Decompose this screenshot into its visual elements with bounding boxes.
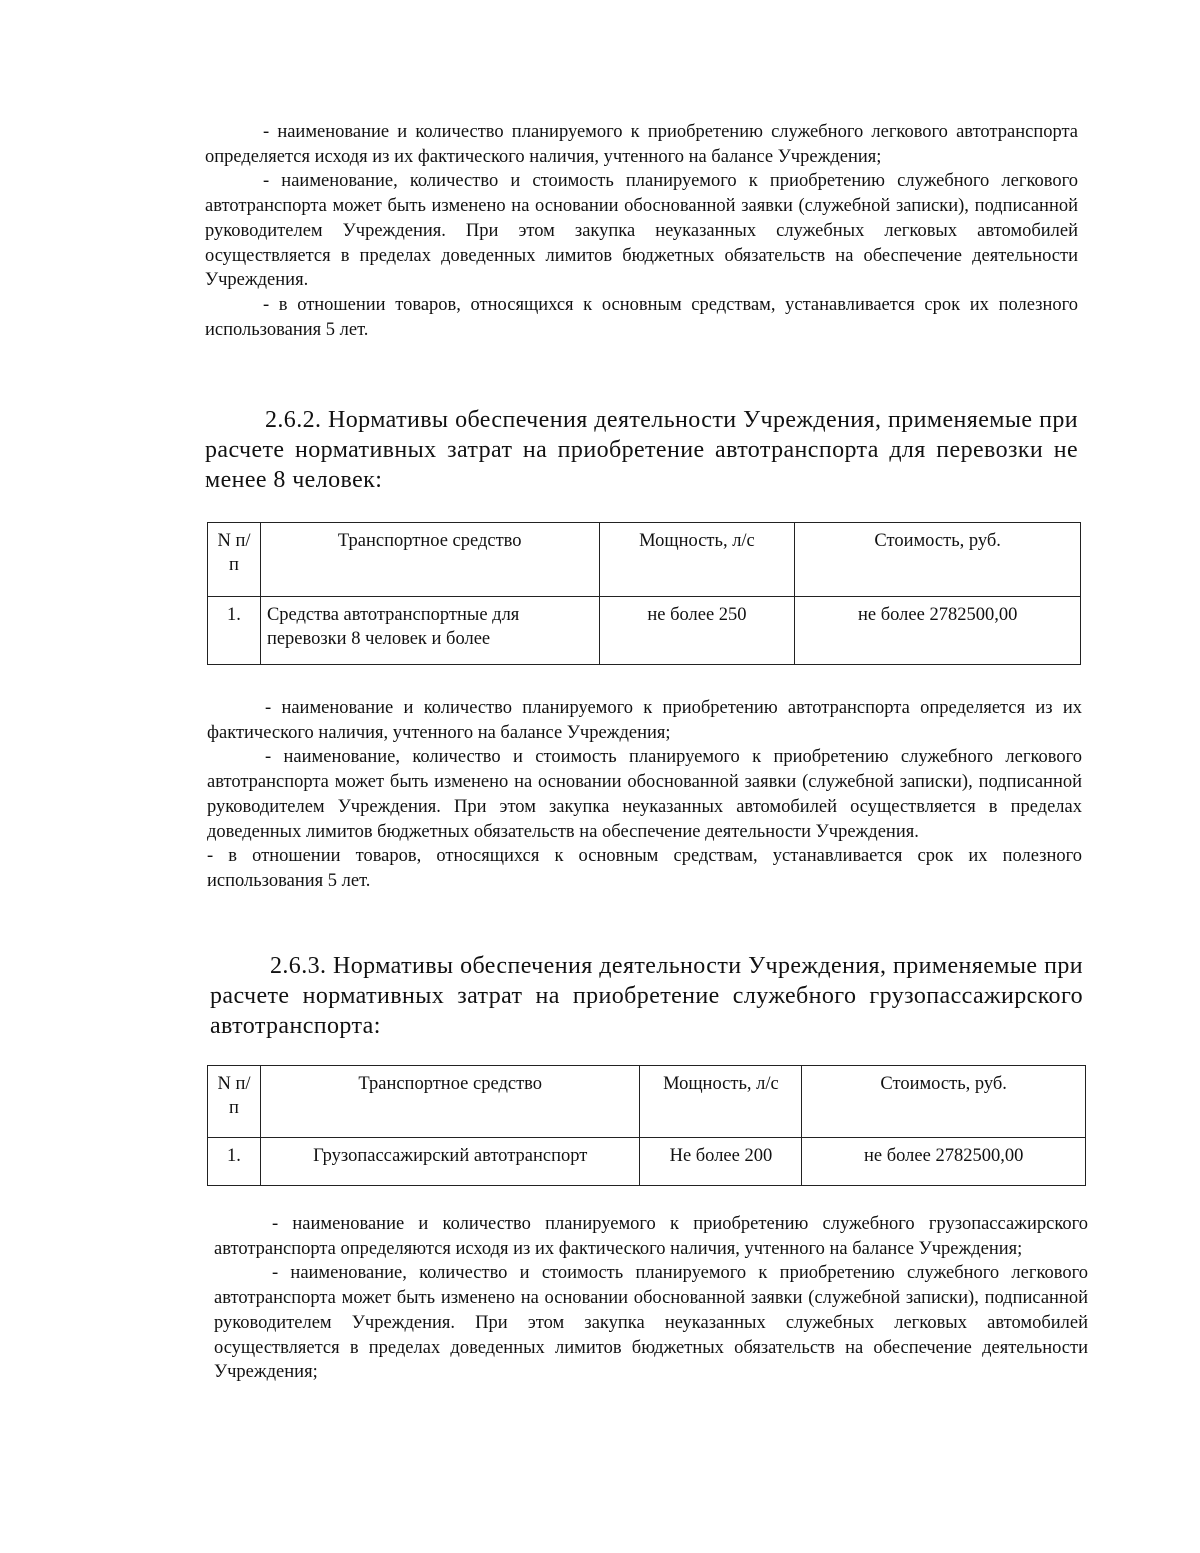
header-cost: Стоимость, руб. — [802, 1066, 1086, 1138]
bullet-paragraph: - наименование, количество и стоимость планируемого к приобретению служебного легкового автотранспорта может быть изменено на основании обоснованной заявки (служебной записки), подписанной руководителем Учреждения. При этом закупка неуказанных служебных легковых автомобилей осуществляется в пределах доведенных лимитов бюджетных обязательств на обеспечение деятельности Учреждения. — [205, 171, 1078, 291]
header-power: Мощность, л/с — [640, 1066, 802, 1138]
header-number: N п/п — [208, 523, 261, 597]
bullet-paragraph: - в отношении товаров, относящихся к основным средствам, устанавливается срок их полезного использования 5 лет. — [207, 846, 1082, 891]
header-power: Мощность, л/с — [599, 523, 795, 597]
section-heading: 2.6.3. Нормативы обеспечения деятельности Учреждения, применяемые при расчете нормативных затрат на приобретение служебного грузопассажирского автотранспорта: — [210, 953, 1083, 1039]
section-262-bullets — [207, 696, 1082, 894]
section-263-bullets — [214, 1212, 1088, 1385]
row-vehicle: Средства автотранспортные для перевозки 8 человек и более — [260, 597, 599, 665]
bullet-paragraph: - наименование, количество и стоимость планируемого к приобретению служебного легкового автотранспорта может быть изменено на основании обоснованной заявки (служебной записки), подписанной руководителем Учреждения. При этом закупка неуказанных автомобилей осуществляется в пределах доведенных лимитов бюджетных обязательств на обеспечение деятельности Учреждения. — [207, 747, 1082, 842]
bullet-paragraph: - наименование и количество планируемого к приобретению служебного легкового автотранспорта определяется исходя из их фактического наличия, учтенного на балансе Учреждения; — [205, 122, 1078, 167]
section1-bullets — [205, 120, 1078, 342]
section-262-heading-block — [205, 405, 1078, 495]
header-vehicle: Транспортное средство — [260, 1066, 640, 1138]
row-vehicle: Грузопассажирский автотранспорт — [260, 1138, 640, 1186]
row-cost: не более 2782500,00 — [795, 597, 1081, 665]
bullet-paragraph: - в отношении товаров, относящихся к основным средствам, устанавливается срок их полезного использования 5 лет. — [205, 294, 1078, 340]
row-number: 1. — [208, 597, 261, 665]
bullet-paragraph: - наименование и количество планируемого к приобретению служебного грузопассажирского автотранспорта определяются исходя из их фактического наличия, учтенного на балансе Учреждения; — [214, 1214, 1088, 1259]
row-cost: не более 2782500,00 — [802, 1138, 1086, 1186]
section-heading: 2.6.2. Нормативы обеспечения деятельности Учреждения, применяемые при расчете нормативных затрат на приобретение автотранспорта для перевозки не менее 8 человек: — [205, 407, 1078, 493]
header-number: N п/п — [208, 1066, 261, 1138]
table-header-row — [208, 523, 1081, 597]
bullet-paragraph: - наименование, количество и стоимость планируемого к приобретению служебного легкового автотранспорта может быть изменено на основании обоснованной заявки (служебной записки), подписанной руководителем Учреждения. При этом закупка неуказанных служебных легковых автомобилей осуществляется в пределах доведенных лимитов бюджетных обязательств на обеспечение деятельности Учреждения; — [214, 1263, 1088, 1383]
row-power: Не более 200 — [640, 1138, 802, 1186]
row-power: не более 250 — [599, 597, 795, 665]
header-cost: Стоимость, руб. — [795, 523, 1081, 597]
header-vehicle: Транспортное средство — [260, 523, 599, 597]
norm-table-262 — [207, 522, 1081, 665]
norm-table-263 — [207, 1065, 1086, 1186]
row-number: 1. — [208, 1138, 261, 1186]
table-header-row — [208, 1066, 1086, 1138]
table-row — [208, 597, 1081, 665]
table-row — [208, 1138, 1086, 1186]
bullet-paragraph: - наименование и количество планируемого к приобретению автотранспорта определяется из их фактического наличия, учтенного на балансе Учреждения; — [207, 698, 1082, 743]
section-263-heading-block — [210, 951, 1083, 1041]
